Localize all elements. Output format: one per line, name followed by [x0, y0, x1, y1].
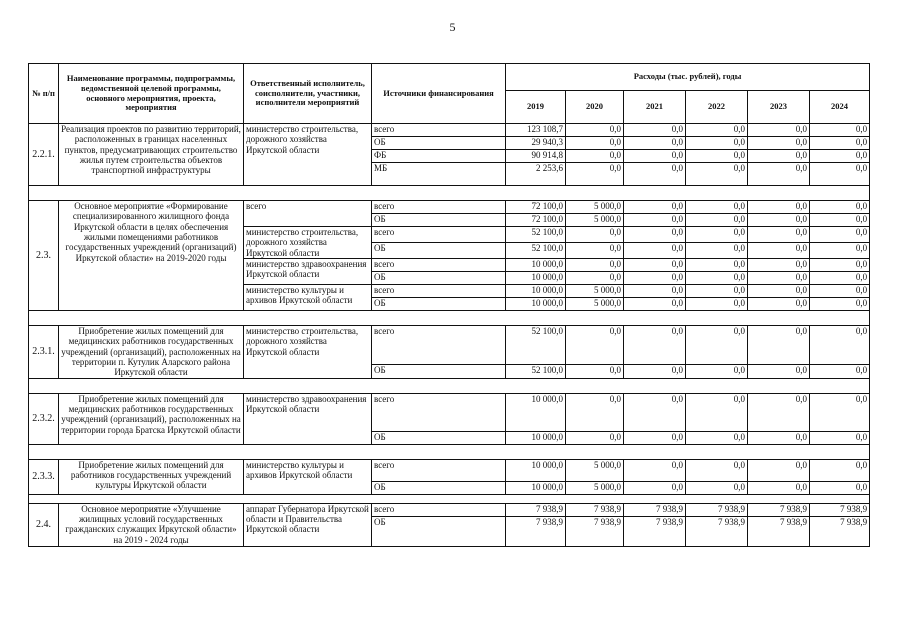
item-name: Основное мероприятие «Формирование специализированного жилищного фонда Иркутской области в целях обеспечения жилыми помещениями работников государственных учреждений (организаций) Иркутской области» на 2019-2020 годы	[59, 201, 244, 311]
amount-cell: 0,0	[624, 163, 686, 186]
spacer-row	[29, 378, 870, 393]
amount-cell: 0,0	[748, 214, 810, 227]
amount-cell: 0,0	[810, 285, 870, 298]
amount-cell: 10 000,0	[506, 298, 566, 311]
amount-cell: 0,0	[810, 163, 870, 186]
amount-cell: 0,0	[810, 259, 870, 272]
amount-cell: 0,0	[624, 137, 686, 150]
amount-cell: 7 938,9	[686, 516, 748, 546]
table-row	[29, 326, 870, 365]
amount-cell: 0,0	[810, 124, 870, 137]
amount-cell: 0,0	[686, 285, 748, 298]
amount-cell: 10 000,0	[506, 393, 566, 431]
funding-source: ОБ	[372, 214, 506, 227]
funding-source: всего	[372, 227, 506, 243]
amount-cell: 0,0	[624, 298, 686, 311]
spacer-row	[29, 444, 870, 459]
header-pp: № п/п	[29, 64, 59, 124]
header-year: 2023	[748, 91, 810, 124]
amount-cell: 90 914,8	[506, 150, 566, 163]
item-executor: министерство здравоохранения Иркутской области	[244, 259, 372, 285]
amount-cell: 0,0	[748, 124, 810, 137]
spacer-row	[29, 494, 870, 503]
item-executor: министерство культуры и архивов Иркутской области	[244, 285, 372, 311]
amount-cell: 0,0	[810, 393, 870, 431]
amount-cell: 52 100,0	[506, 243, 566, 259]
page-number: 5	[449, 20, 456, 34]
amount-cell: 0,0	[686, 326, 748, 365]
funding-source: ОБ	[372, 481, 506, 494]
amount-cell: 10 000,0	[506, 285, 566, 298]
spacer-row	[29, 186, 870, 201]
item-name: Основное мероприятие «Улучшение жилищных условий государственных гражданских служащих Иркутской области» на 2019 - 2024 годы	[59, 503, 244, 546]
amount-cell: 0,0	[624, 272, 686, 285]
amount-cell: 0,0	[748, 259, 810, 272]
amount-cell: 0,0	[624, 481, 686, 494]
amount-cell: 7 938,9	[624, 503, 686, 516]
amount-cell: 0,0	[686, 201, 748, 214]
amount-cell: 0,0	[566, 137, 624, 150]
amount-cell: 0,0	[748, 459, 810, 481]
amount-cell: 7 938,9	[566, 503, 624, 516]
amount-cell: 0,0	[624, 201, 686, 214]
amount-cell: 0,0	[748, 272, 810, 285]
funding-source: всего	[372, 393, 506, 431]
amount-cell: 0,0	[624, 124, 686, 137]
item-executor: министерство строительства, дорожного хозяйства Иркутской области	[244, 326, 372, 379]
amount-cell: 52 100,0	[506, 227, 566, 243]
funding-source: ОБ	[372, 272, 506, 285]
header-name: Наименование программы, подпрограммы, ведомственной целевой программы, основного мероприятия, проекта, мероприятия	[59, 64, 244, 124]
amount-cell: 0,0	[566, 365, 624, 378]
funding-source: всего	[372, 201, 506, 214]
item-name: Приобретение жилых помещений для медицинских работников государственных учреждений (организаций), расположенных на территории города Братска Иркутской области	[59, 393, 244, 444]
budget-table	[28, 63, 870, 547]
amount-cell: 7 938,9	[748, 503, 810, 516]
item-name: Приобретение жилых помещений для работников государственных учреждений культуры Иркутской области	[59, 459, 244, 494]
funding-source: ФБ	[372, 150, 506, 163]
amount-cell: 0,0	[624, 243, 686, 259]
amount-cell: 0,0	[810, 365, 870, 378]
amount-cell: 10 000,0	[506, 481, 566, 494]
amount-cell: 0,0	[566, 393, 624, 431]
amount-cell: 0,0	[686, 481, 748, 494]
amount-cell: 5 000,0	[566, 214, 624, 227]
amount-cell: 0,0	[624, 150, 686, 163]
amount-cell: 0,0	[748, 201, 810, 214]
amount-cell: 0,0	[624, 227, 686, 243]
amount-cell: 0,0	[686, 431, 748, 444]
amount-cell: 5 000,0	[566, 285, 624, 298]
amount-cell: 5 000,0	[566, 201, 624, 214]
header-year: 2020	[566, 91, 624, 124]
amount-cell: 0,0	[810, 214, 870, 227]
header-year: 2019	[506, 91, 566, 124]
amount-cell: 0,0	[810, 243, 870, 259]
amount-cell: 29 940,3	[506, 137, 566, 150]
item-executor: аппарат Губернатора Иркутской области и Правительства Иркутской области	[244, 503, 372, 546]
amount-cell: 0,0	[810, 298, 870, 311]
item-number: 2.3.1.	[29, 326, 59, 379]
item-number: 2.3.2.	[29, 393, 59, 444]
amount-cell: 0,0	[810, 201, 870, 214]
header-source: Источники финансирования	[372, 64, 506, 124]
funding-source: ОБ	[372, 431, 506, 444]
amount-cell: 0,0	[566, 124, 624, 137]
funding-source: ОБ	[372, 516, 506, 546]
funding-source: ОБ	[372, 298, 506, 311]
amount-cell: 2 253,6	[506, 163, 566, 186]
funding-source: ОБ	[372, 365, 506, 378]
amount-cell: 0,0	[566, 163, 624, 186]
table-row	[29, 503, 870, 516]
amount-cell: 0,0	[566, 150, 624, 163]
amount-cell: 7 938,9	[566, 516, 624, 546]
amount-cell: 0,0	[748, 243, 810, 259]
header-expenses: Расходы (тыс. рублей), годы	[506, 64, 870, 91]
amount-cell: 52 100,0	[506, 365, 566, 378]
amount-cell: 10 000,0	[506, 259, 566, 272]
amount-cell: 0,0	[748, 150, 810, 163]
amount-cell: 0,0	[686, 227, 748, 243]
amount-cell: 0,0	[624, 459, 686, 481]
amount-cell: 7 938,9	[810, 503, 870, 516]
header-year: 2021	[624, 91, 686, 124]
amount-cell: 7 938,9	[810, 516, 870, 546]
amount-cell: 0,0	[566, 259, 624, 272]
amount-cell: 0,0	[810, 431, 870, 444]
amount-cell: 0,0	[686, 137, 748, 150]
table-header-row	[29, 64, 870, 91]
amount-cell: 52 100,0	[506, 326, 566, 365]
amount-cell: 0,0	[686, 150, 748, 163]
item-number: 2.3.3.	[29, 459, 59, 494]
amount-cell: 7 938,9	[506, 503, 566, 516]
amount-cell: 10 000,0	[506, 272, 566, 285]
amount-cell: 0,0	[748, 285, 810, 298]
header-year: 2024	[810, 91, 870, 124]
item-number: 2.4.	[29, 503, 59, 546]
amount-cell: 0,0	[566, 243, 624, 259]
amount-cell: 0,0	[810, 227, 870, 243]
amount-cell: 0,0	[624, 431, 686, 444]
item-executor: министерство культуры и архивов Иркутской области	[244, 459, 372, 494]
table-row	[29, 201, 870, 214]
funding-source: ОБ	[372, 243, 506, 259]
amount-cell: 0,0	[686, 298, 748, 311]
amount-cell: 72 100,0	[506, 201, 566, 214]
amount-cell: 0,0	[686, 259, 748, 272]
amount-cell: 0,0	[624, 214, 686, 227]
amount-cell: 7 938,9	[506, 516, 566, 546]
amount-cell: 0,0	[748, 137, 810, 150]
amount-cell: 0,0	[686, 124, 748, 137]
amount-cell: 0,0	[686, 272, 748, 285]
amount-cell: 0,0	[566, 272, 624, 285]
amount-cell: 0,0	[624, 326, 686, 365]
amount-cell: 0,0	[624, 393, 686, 431]
amount-cell: 5 000,0	[566, 459, 624, 481]
amount-cell: 0,0	[624, 259, 686, 272]
amount-cell: 0,0	[686, 459, 748, 481]
item-name: Реализация проектов по развитию территорий, расположенных в границах населенных пунктов, предусматривающих строительство жилья путем строительства объектов транспортной инфраструктуры	[59, 124, 244, 186]
funding-source: всего	[372, 124, 506, 137]
amount-cell: 0,0	[810, 459, 870, 481]
amount-cell: 0,0	[686, 214, 748, 227]
amount-cell: 10 000,0	[506, 431, 566, 444]
header-year: 2022	[686, 91, 748, 124]
header-executor: Ответственный исполнитель, соисполнители, участники, исполнители мероприятий	[244, 64, 372, 124]
item-executor: министерство строительства, дорожного хозяйства Иркутской области	[244, 227, 372, 259]
amount-cell: 0,0	[686, 163, 748, 186]
amount-cell: 0,0	[748, 227, 810, 243]
amount-cell: 0,0	[748, 481, 810, 494]
amount-cell: 0,0	[810, 481, 870, 494]
table-row	[29, 393, 870, 431]
amount-cell: 5 000,0	[566, 298, 624, 311]
amount-cell: 0,0	[748, 326, 810, 365]
funding-source: всего	[372, 326, 506, 365]
funding-source: всего	[372, 459, 506, 481]
amount-cell: 72 100,0	[506, 214, 566, 227]
amount-cell: 0,0	[748, 365, 810, 378]
amount-cell: 7 938,9	[624, 516, 686, 546]
funding-source: МБ	[372, 163, 506, 186]
funding-source: всего	[372, 259, 506, 272]
amount-cell: 0,0	[686, 243, 748, 259]
item-executor: министерство строительства, дорожного хозяйства Иркутской области	[244, 124, 372, 186]
item-executor: всего	[244, 201, 372, 227]
amount-cell: 0,0	[566, 431, 624, 444]
amount-cell: 0,0	[624, 365, 686, 378]
amount-cell: 10 000,0	[506, 459, 566, 481]
amount-cell: 0,0	[810, 137, 870, 150]
table-row	[29, 459, 870, 481]
funding-source: ОБ	[372, 137, 506, 150]
amount-cell: 0,0	[566, 326, 624, 365]
item-executor: министерство здравоохранения Иркутской области	[244, 393, 372, 444]
table-row	[29, 124, 870, 137]
amount-cell: 7 938,9	[686, 503, 748, 516]
amount-cell: 0,0	[686, 365, 748, 378]
amount-cell: 0,0	[810, 326, 870, 365]
amount-cell: 0,0	[748, 298, 810, 311]
item-name: Приобретение жилых помещений для медицинских работников государственных учреждений (организаций), расположенных на территории п. Кутулик Аларского района Иркутской области	[59, 326, 244, 379]
amount-cell: 0,0	[748, 393, 810, 431]
amount-cell: 0,0	[566, 227, 624, 243]
item-number: 2.2.1.	[29, 124, 59, 186]
amount-cell: 123 108,7	[506, 124, 566, 137]
funding-source: всего	[372, 285, 506, 298]
spacer-row	[29, 311, 870, 326]
amount-cell: 0,0	[810, 272, 870, 285]
amount-cell: 7 938,9	[748, 516, 810, 546]
amount-cell: 5 000,0	[566, 481, 624, 494]
item-number: 2.3.	[29, 201, 59, 311]
amount-cell: 0,0	[810, 150, 870, 163]
amount-cell: 0,0	[624, 285, 686, 298]
funding-source: всего	[372, 503, 506, 516]
amount-cell: 0,0	[748, 163, 810, 186]
amount-cell: 0,0	[748, 431, 810, 444]
amount-cell: 0,0	[686, 393, 748, 431]
